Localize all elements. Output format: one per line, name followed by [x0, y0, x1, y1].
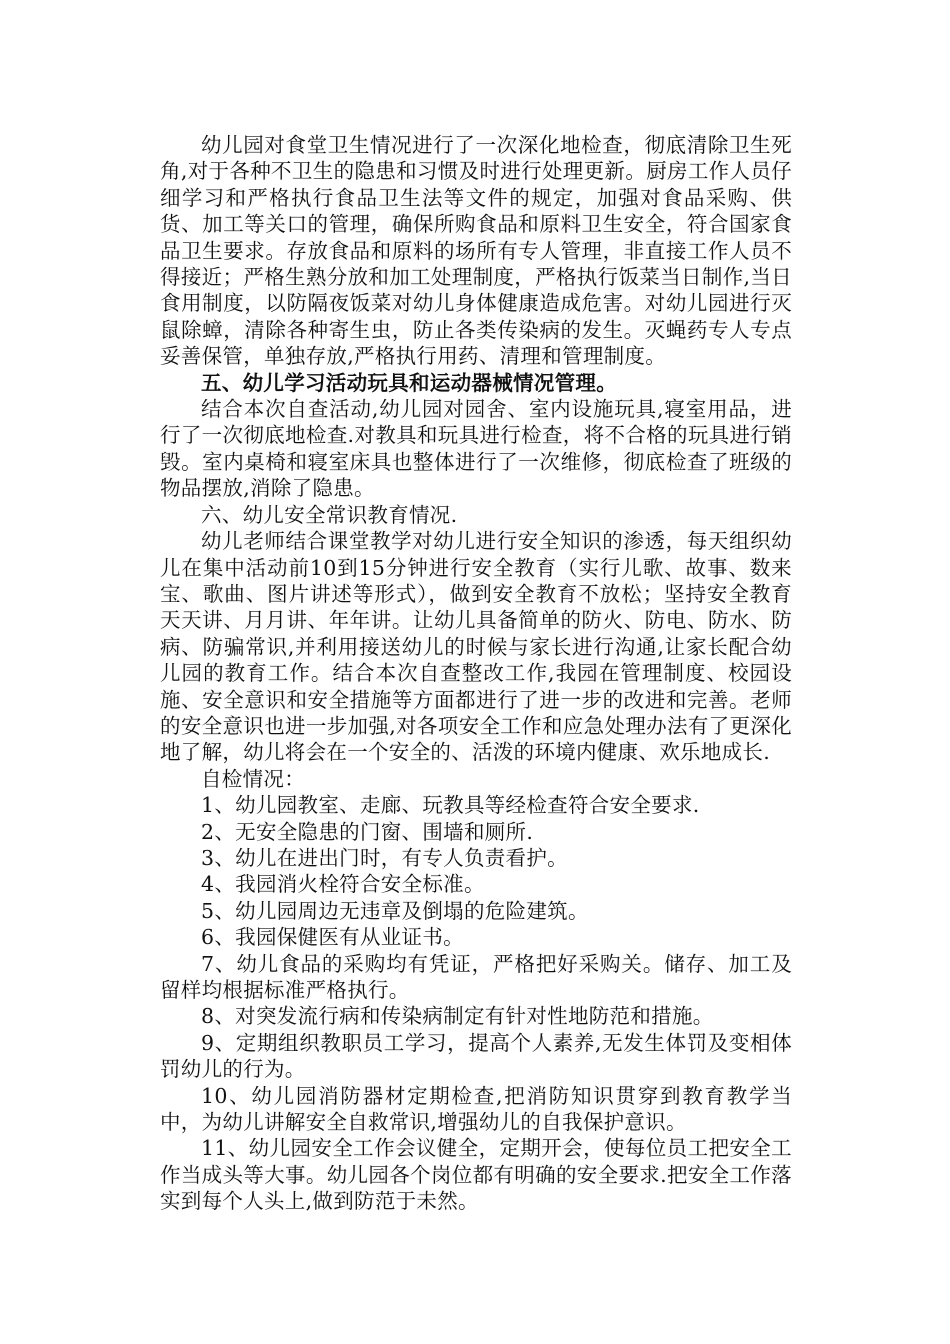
- paragraph-canteen-hygiene: 幼儿园对食堂卫生情况进行了一次深化地检查，彻底清除卫生死角,对于各种不卫生的隐患和习惯及时进行处理更新。厨房工作人员仔细学习和严格执行食品卫生法等文件的规定，加强对食品采购、供货、加工等关口的管理，确保所购食品和原料卫生安全，符合国家食品卫生要求。存放食品和原料的场所有专人管理，非直接工作人员不得接近；严格生熟分放和加工处理制度，严格执行饭菜当日制作,当日食用制度，以防隔夜饭菜对幼儿身体健康造成危害。对幼儿园进行灭鼠除蟑，清除各种寄生虫，防止各类传染病的发生。灭蝇药专人专点妥善保管，单独存放,严格执行用药、清理和管理制度。: [160, 133, 792, 369]
- self-check-item-4: 4、我园消火栓符合安全标准。: [201, 872, 485, 897]
- self-check-item-10: 10、幼儿园消防器材定期检查,把消防知识贯穿到教育教学当中，为幼儿讲解安全自救常识,增强幼儿的自我保护意识。: [160, 1083, 792, 1135]
- self-check-item-8: 8、对突发流行病和传染病制定有针对性地防范和措施。: [201, 1004, 714, 1029]
- self-check-item-3: 3、幼儿在进出门时，有专人负责看护。: [201, 845, 568, 870]
- self-check-item-7: 7、幼儿食品的采购均有凭证，严格把好采购关。储存、加工及留样均根据标准严格执行。: [160, 951, 792, 1002]
- self-check-item-5: 5、幼儿园周边无违章及倒塌的危险建筑。: [201, 898, 589, 923]
- section-heading-five: 五、幼儿学习活动玩具和运动器械情况管理。: [201, 370, 617, 395]
- self-check-heading: 自检情况：: [201, 766, 305, 791]
- document-body: [160, 132, 792, 1215]
- self-check-item-6: 6、我园保健医有从业证书。: [201, 925, 464, 950]
- self-check-item-9: 9、定期组织教职员工学习，提高个人素养,无发生体罚及变相体罚幼儿的行为。: [160, 1030, 792, 1082]
- paragraph-toys-inspection: 结合本次自查活动,幼儿园对园舍、室内设施玩具,寝室用品，进行了一次彻底地检查.对教具和玩具进行检查，将不合格的玩具进行销毁。室内桌椅和寝室床具也整体进行了一次维修，彻底检查了班级的物品摆放,消除了隐患。: [160, 397, 792, 501]
- section-heading-six: 六、幼儿安全常识教育情况.: [201, 502, 458, 527]
- paragraph-safety-education: 幼儿老师结合课堂教学对幼儿进行安全知识的渗透，每天组织幼儿在集中活动前10到15分钟进行安全教育（实行儿歌、故事、数来宝、歌曲、图片讲述等形式），做到安全教育不放松；坚持安全教育天天讲、月月讲、年年讲。让幼儿具备简单的防火、防电、防水、防病、防骗常识,并利用接送幼儿的时候与家长进行沟通,让家长配合幼儿园的教育工作。结合本次自查整改工作,我园在管理制度、校园设施、安全意识和安全措施等方面都进行了进一步的改进和完善。老师的安全意识也进一步加强,对各项安全工作和应急处理办法有了更深化地了解，幼儿将会在一个安全的、活泼的环境内健康、欢乐地成长.: [160, 529, 792, 765]
- self-check-item-1: 1、幼儿园教室、走廊、玩教具等经检查符合安全要求.: [201, 793, 700, 818]
- self-check-item-11: 11、幼儿园安全工作会议健全，定期开会，使每位员工把安全工作当成头等大事。幼儿园各个岗位都有明确的安全要求.把安全工作落实到每个人头上,做到防范于未然。: [160, 1136, 792, 1214]
- self-check-item-2: 2、无安全隐患的门窗、围墙和厕所.: [201, 819, 534, 844]
